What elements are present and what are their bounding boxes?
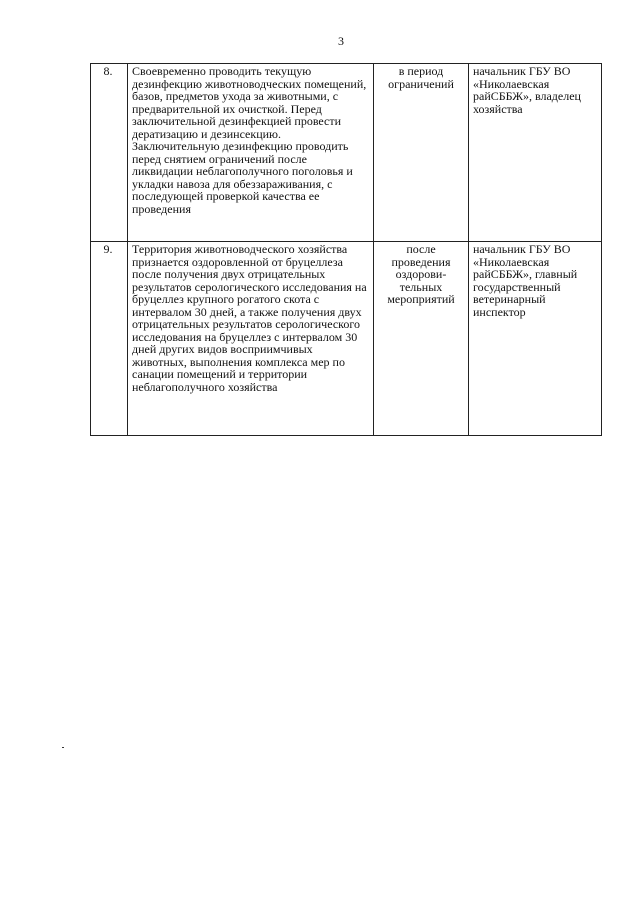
- measure-description: Территория животноводческого хозяйства признается оздоровленной от бруцеллеза после получения двух отрицательных результатов серологического исследования на бруцеллез крупного рогатого скота с интервалом 30 дней, а также получения двух отрицательных результатов серологического исследования на бруцеллез с интервалом 30 дней других видов восприимчивых животных, выполнения комплекса мер по санации помещений и территории неблагополучного хозяйства: [128, 242, 374, 436]
- row-number: 9.: [91, 242, 128, 436]
- measure-responsible: начальник ГБУ ВО «Николаевская райСББЖ», главный государственный ветеринарный инспектор: [469, 242, 602, 436]
- measure-term: после проведения оздорови-тельных мероприятий: [374, 242, 469, 436]
- table-row: [91, 242, 602, 436]
- measures-table: [90, 63, 602, 436]
- measure-responsible: начальник ГБУ ВО «Николаевская райСББЖ», владелец хозяйства: [469, 64, 602, 242]
- measure-term: в период ограничений: [374, 64, 469, 242]
- scan-speck: [62, 747, 64, 748]
- measure-description: Своевременно проводить текущую дезинфекцию животноводческих помещений, базов, предметов ухода за животными, с предварительной их очисткой. Перед заключительной дезинфекцией провести дератизацию и дезинсекцию. Заключительную дезинфекцию проводить перед снятием ограничений после ликвидации неблагополучного поголовья и укладки навоза для обеззараживания, с последующей проверкой качества ее проведения: [128, 64, 374, 242]
- table-row: [91, 64, 602, 242]
- row-number: 8.: [91, 64, 128, 242]
- page-number: 3: [338, 34, 344, 48]
